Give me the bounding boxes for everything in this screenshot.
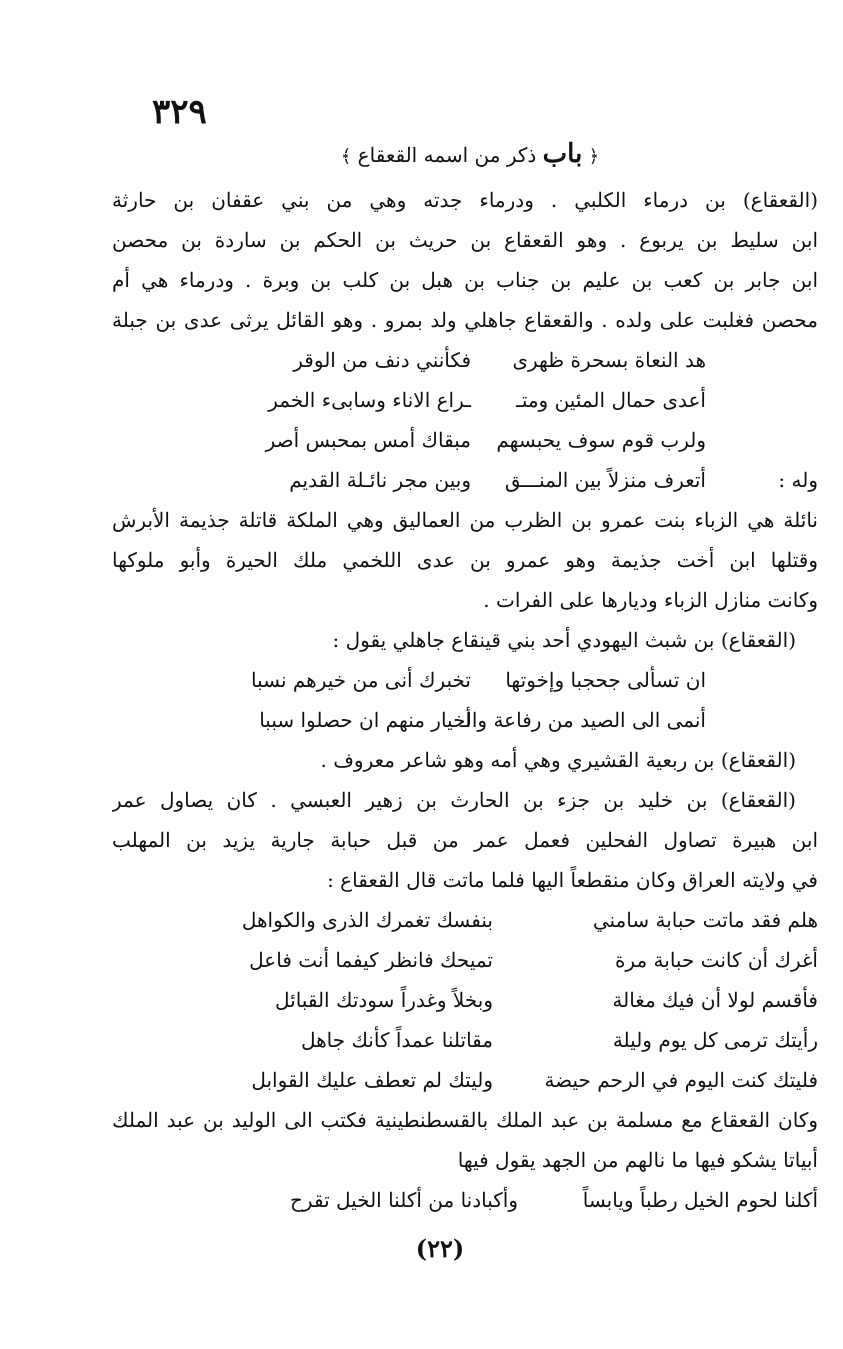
hemistich-second: وليتك لم تعطف عليك القوابل <box>251 1068 493 1092</box>
hemistich-second: مبقاك أمس بمحبس أصر <box>265 428 471 452</box>
hemistich-second: تميحك فانظر كيفما أنت فاعل <box>249 948 493 972</box>
hemistich-first: هد النعاة بسحرة ظهرى <box>512 348 706 372</box>
hemistich-second: وبين مجر نائـلة القديم <box>289 468 471 492</box>
verse-line <box>112 1020 818 1060</box>
hemistich-first: أغرك أن كانت حبابة مرة <box>614 948 818 972</box>
verse-line <box>112 700 818 740</box>
hemistich-second: فكأنني دنف من الوقر <box>293 348 471 372</box>
hemistich-first: أنمى الى الصيد من رفاعة والـ <box>459 708 706 732</box>
hemistich-first: ولرب قوم سوف يحبسهم <box>496 428 706 452</box>
walah-label: وله : <box>778 468 818 492</box>
ornament-left: ﴾ <box>340 146 352 167</box>
text-line: وقتلها ابن أخت جذيمة وهو عمرو بن عدى اللخمي ملك الحيرة وأبو ملوكها <box>112 548 818 572</box>
page-number: ٣٢٩ <box>152 92 207 132</box>
verse-line <box>112 340 818 380</box>
hemistich-first: رأيتك ترمى كل يوم وليلة <box>612 1028 818 1052</box>
text-line: ابن هبيرة تصاول الفحلين فعمل عمر من قبل حبابة جارية يزيد بن المهلب <box>112 828 818 852</box>
text-line: ابن جابر بن كعب بن عليم بن جناب بن هبل بن كلب بن وبرة . ودرماء هي أم <box>112 268 818 292</box>
verse-line <box>112 460 818 500</box>
hemistich-second: أخيار منهم ان حصلوا سببا <box>259 708 471 732</box>
ornament-right: ﴿ <box>588 146 600 167</box>
page-body <box>112 180 818 1220</box>
signature-mark: (٢٢) <box>415 1234 465 1263</box>
hemistich-first: ان تسألى جحجبا وإخوتها <box>505 668 706 692</box>
hemistich-second: وأكبادنا من أكلنا الخيل تقرح <box>290 1188 518 1212</box>
text-line: أبياتا يشكو فيها ما نالهم من الجهد يقول فيها <box>457 1148 818 1172</box>
hemistich-first: أعدى حمال المئين ومتـ <box>515 388 706 412</box>
verse-line <box>112 1180 818 1220</box>
chapter-heading <box>290 138 650 173</box>
hemistich-second: وبخلاً وغدراً سودتك القبائل <box>275 988 493 1012</box>
verse-line <box>112 660 818 700</box>
hemistich-first: هلم فقد ماتت حبابة سامني <box>592 908 818 932</box>
text-line: (القعقاع) بن درماء الكلبي . ودرماء جدته وهي من بني عقفان بن حارثة <box>112 188 818 212</box>
verse-line <box>112 380 818 420</box>
entry-line: (القعقاع) بن خليد بن جزء بن الحارث بن زهير العبسي . كان يصاول عمر <box>112 788 796 812</box>
text-line: ابن سليط بن يربوع . وهو القعقاع بن حريث بن الحكم بن ساردة بن محصن <box>112 228 818 252</box>
hemistich-second: تخبرك أنى من خيرهم نسبا <box>250 668 471 692</box>
hemistich-first: فليتك كنت اليوم في الرحم حيضة <box>544 1068 818 1092</box>
verse-line <box>112 420 818 460</box>
hemistich-second: ـراع الاناء وسابىء الخمر <box>268 388 471 412</box>
hemistich-first: فأقسم لولا أن فيك مغالة <box>612 988 818 1012</box>
verse-line <box>112 900 818 940</box>
verse-line <box>112 940 818 980</box>
entry-line: (القعقاع) بن ربعية القشيري وهي أمه وهو شاعر معروف . <box>320 748 796 772</box>
entry-line: (القعقاع) بن شبث اليهودي أحد بني قينقاع جاهلي يقول : <box>332 628 796 652</box>
text-line: محصن فغلبت على ولده . والقعقاع جاهلي ولد بمرو . وهو القائل يرثى عدى بن جبلة <box>112 308 818 332</box>
verse-line <box>112 980 818 1020</box>
hemistich-second: مقاتلنا عمداً كأنك جاهل <box>300 1028 493 1052</box>
text-line: نائلة هي الزباء بنت عمرو بن الظرب من العماليق وهي الملكة قاتلة جذيمة الأبرش <box>112 508 818 532</box>
heading-text: ذكر من اسمه القعقاع <box>357 143 537 167</box>
text-line: وكان القعقاع مع مسلمة بن عبد الملك بالقسطنطينية فكتب الى الوليد بن عبد الملك <box>112 1108 818 1132</box>
text-line: في ولايته العراق وكان منقطعاً اليها فلما ماتت قال القعقاع : <box>327 868 818 892</box>
verse-line <box>112 1060 818 1100</box>
text-line: وكانت منازل الزباء وديارها على الفرات . <box>483 588 818 612</box>
heading-bab: باب <box>542 139 583 169</box>
hemistich-first: أكلنا لحوم الخيل رطباً ويابساً <box>582 1188 818 1212</box>
hemistich-second: بنفسك تغمرك الذرى والكواهل <box>241 908 493 932</box>
hemistich-first: أتعرف منزلاً بين المنـــق <box>504 468 706 492</box>
